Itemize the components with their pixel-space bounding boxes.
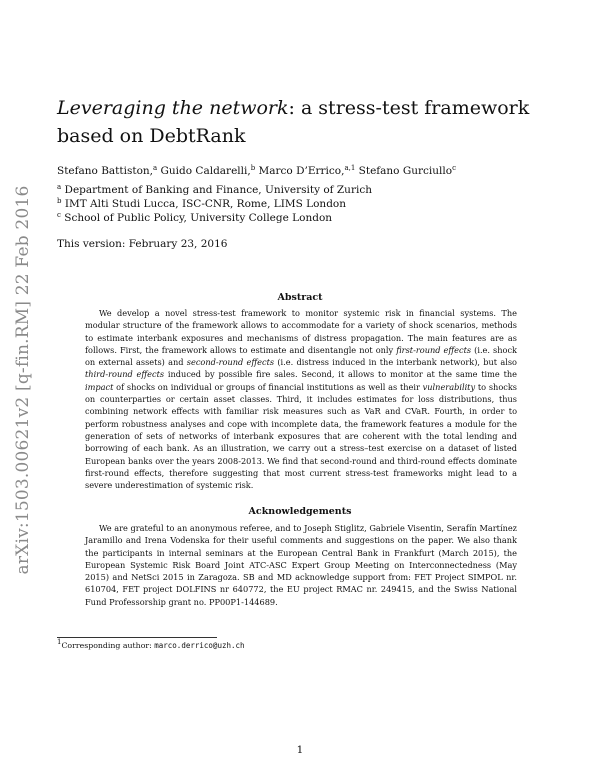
abstract-text: of shocks on individual or groups of financial institutions as well as their [113, 381, 423, 392]
author-list [57, 165, 456, 177]
author-name: Marco D’Errico, [255, 165, 345, 177]
acknowledgements-heading: Acknowledgements [248, 506, 352, 517]
paper-title [57, 94, 557, 150]
title-rest: : a stress-test framework based on DebtRank [57, 97, 530, 147]
author-affil-mark: b [250, 164, 256, 172]
footnote-rule [57, 637, 217, 638]
footnote [57, 638, 245, 650]
affil-text: School of Public Policy, University College London [60, 212, 333, 224]
version-date: This version: February 23, 2016 [57, 238, 228, 250]
abstract-emphasis: impact [85, 381, 114, 392]
footnote-email: marco.derrico@uzh.ch [154, 641, 245, 650]
abstract-text: to shocks on counterparties or certain asset classes. Third, it includes estimates for loss distributions, thus combining network effects with familiar risk measures such as VaR and CVaR. Fourth, in order to perform robustness analyses and cope with incomplete data, the framework features a module for the generation of sets of networks of interbank exposures that are coherent with the total lending and borrowing of each bank. As an illustration, we carry out a stress–test exercise on a dataset of listed European banks over the years 2008-2013. We find that second-round and third-round effects dominate first-round effects, therefore suggesting that most current stress-test frameworks might lead to a severe underestimation of systemic risk. [85, 381, 518, 491]
author-name: Stefano Battiston, [57, 165, 153, 177]
author-affil-mark: a,1 [344, 164, 356, 172]
affil-mark: b [57, 197, 62, 205]
arxiv-identifier: arXiv:1503.00621v2 [q-fin.RM] 22 Feb 2016 [13, 185, 33, 575]
author-name: Stefano Gurciullo [355, 165, 453, 177]
affiliation [57, 197, 372, 211]
affil-text: Department of Banking and Finance, University of Zurich [61, 184, 372, 196]
affiliation [57, 183, 372, 197]
affil-mark: c [57, 211, 61, 219]
footnote-mark: 1 [57, 638, 62, 646]
affiliation [57, 211, 372, 225]
abstract-emphasis: first-round effects [396, 344, 472, 355]
affil-text: IMT Alti Studi Lucca, ISC-CNR, Rome, LIMS London [61, 198, 347, 210]
abstract-emphasis: vulnerability [422, 381, 476, 392]
abstract-text: (i.e. distress induced in the interbank network), but also [274, 357, 517, 368]
abstract-body [85, 307, 517, 491]
footnote-label: Corresponding author: [61, 641, 155, 650]
author-name: Guido Caldarelli, [157, 165, 251, 177]
page-number: 1 [296, 744, 304, 756]
abstract-text: We develop a novel stress-test framework to monitor systemic risk in financial systems. The modular structure of the framework allows to accommodate for a variety of shock scenarios, methods to estimate interbank exposures and mechanisms of distress propagation. The main features are as follows. First, the framework allows to estimate and disentangle not only [85, 308, 517, 355]
affil-mark: a [57, 183, 62, 191]
abstract-heading: Abstract [277, 292, 323, 303]
affiliation-list [57, 183, 372, 225]
abstract-emphasis: second-round effects [186, 357, 275, 368]
abstract-emphasis: third-round effects [85, 369, 165, 380]
abstract-text: (i.e. shock on external assets) and [85, 344, 517, 368]
title-italic: Leveraging the network [57, 97, 289, 119]
author-affil-mark: a [153, 164, 158, 172]
acknowledgements-body: We are grateful to an anonymous referee, and to Joseph Stiglitz, Gabriele Visentin, Serafín Martínez Jaramillo and Irena Vodenska for their useful comments and suggestions on the paper. We also thank the participants in internal seminars at the European Central Bank in Frankfurt (March 2015), the European Systemic Risk Board Joint ATC-ASC Expert Group Meeting on Interconnectedness (May 2015) and NetSci 2015 in Zaragoza. SB and MD acknowledge support from: FET Project SIMPOL nr. 610704, FET project DOLFINS nr 640772, the EU project RMAC nr. 249415, and the Swiss National Fund Professorship grant no. PP00P1-144689. [85, 523, 517, 607]
abstract-text: induced by possible fire sales. Second, it allows to monitor at the same time the [164, 369, 517, 380]
author-affil-mark: c [452, 164, 456, 172]
